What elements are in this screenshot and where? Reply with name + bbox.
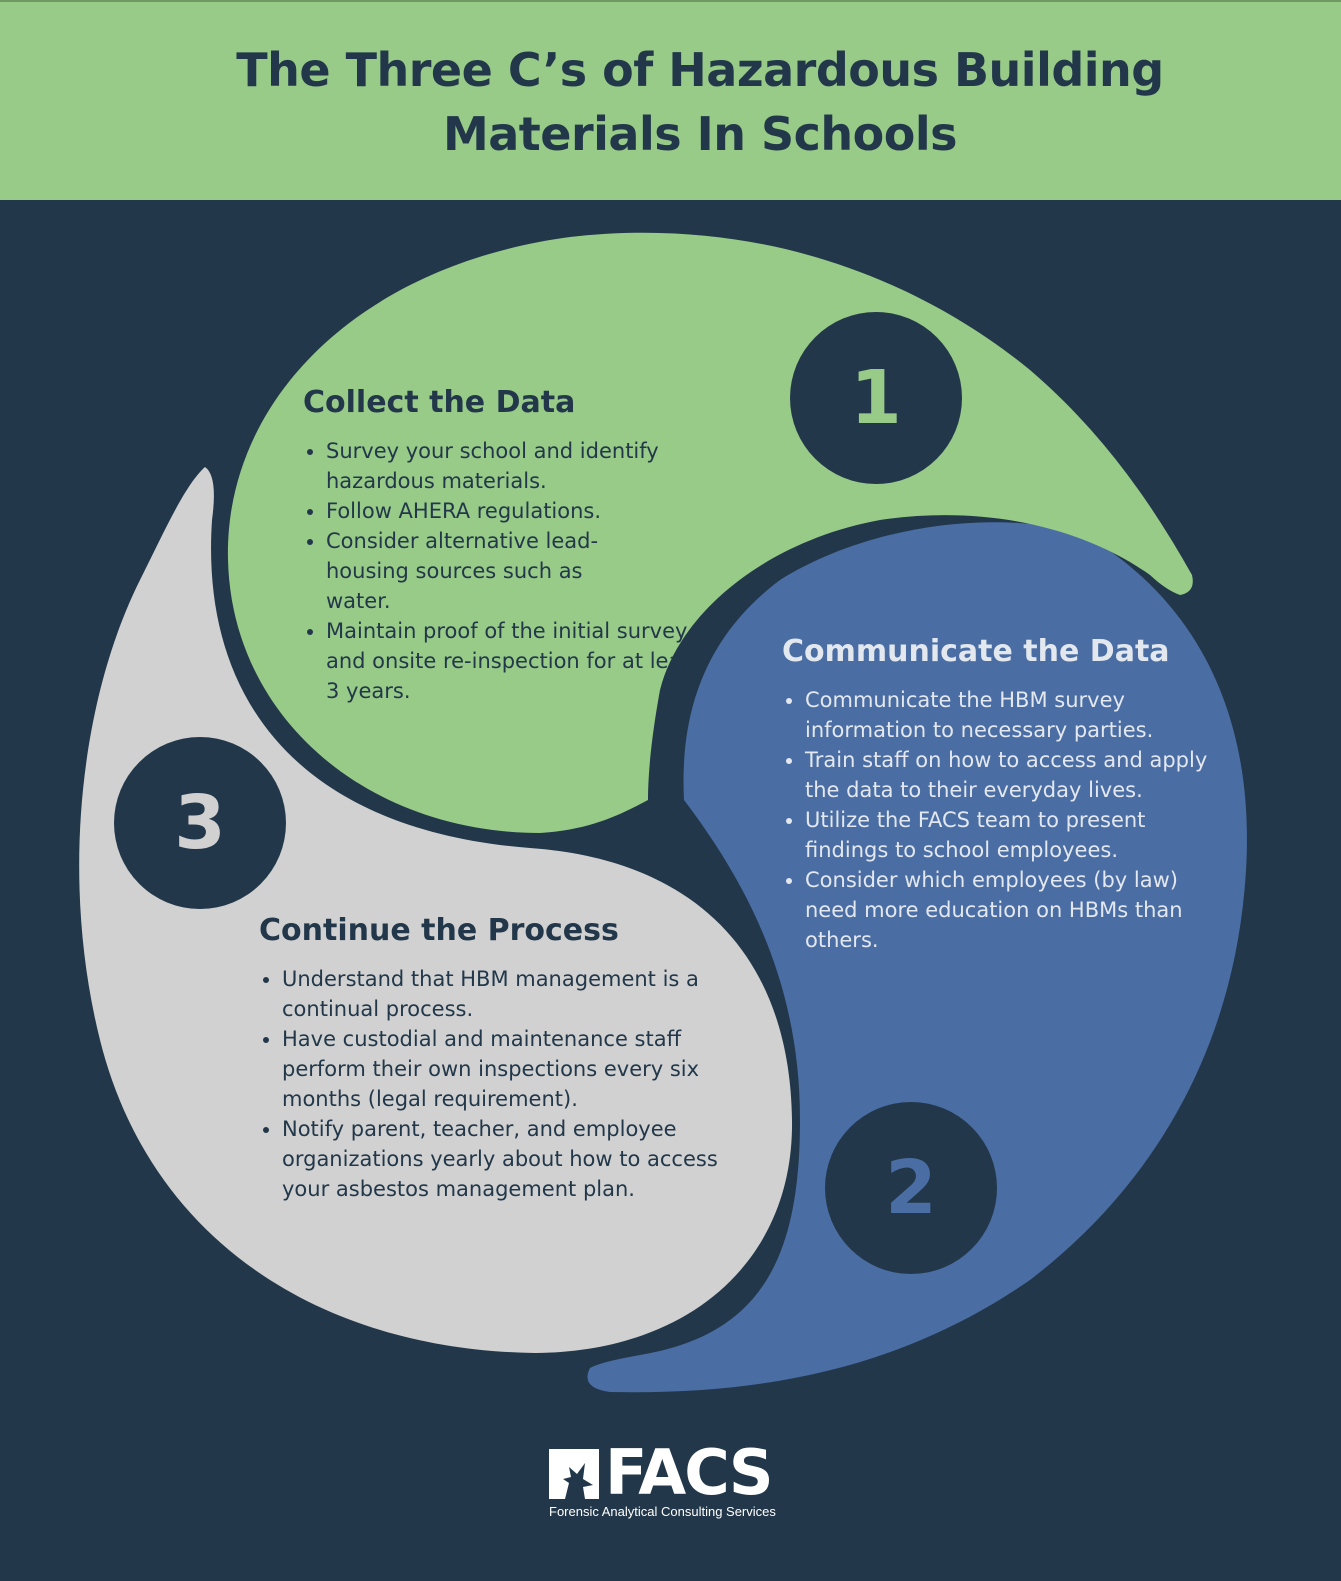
logo-tagline: Forensic Analytical Consulting Services <box>549 1504 776 1519</box>
list-item: • Have custodial and maintenance staff perform their own inspections every six months (legal requirement). <box>282 1024 739 1114</box>
step-heading: Communicate the Data <box>782 634 1170 669</box>
step-collect <box>303 384 703 706</box>
bullet-list <box>782 685 1227 955</box>
list-item: • Understand that HBM management is a continual process. <box>282 964 739 1024</box>
step-number-2: 2 <box>825 1102 997 1274</box>
list-item: • Follow AHERA regulations. <box>326 496 703 526</box>
step-heading: Collect the Data <box>303 385 576 420</box>
step-continue <box>259 912 739 1204</box>
step-heading: Continue the Process <box>259 913 619 948</box>
list-item: • Consider alternative lead-housing sources such as water. <box>326 526 703 616</box>
list-item: • Survey your school and identify hazardous materials. <box>326 436 703 496</box>
logo-wordmark: FACS <box>605 1436 772 1509</box>
logo-mark-icon <box>549 1449 599 1499</box>
list-item: • Maintain proof of the initial survey and onsite re-inspection for at least 3 years. <box>326 616 703 706</box>
page-title: The Three C’s of Hazardous Building Materials In Schools <box>236 43 1164 161</box>
list-item: • Utilize the FACS team to present findings to school employees. <box>805 805 1227 865</box>
list-item: • Consider which employees (by law) need more education on HBMs than others. <box>805 865 1227 955</box>
step-number-3: 3 <box>114 737 286 909</box>
list-item: • Communicate the HBM survey information to necessary parties. <box>805 685 1227 745</box>
step-number-1: 1 <box>790 312 962 484</box>
bullet-list <box>259 964 739 1204</box>
bullet-list <box>303 436 703 706</box>
list-item: • Train staff on how to access and apply the data to their everyday lives. <box>805 745 1227 805</box>
facs-logo <box>549 1436 789 1526</box>
list-item: • Notify parent, teacher, and employee organizations yearly about how to access your asbestos management plan. <box>282 1114 739 1204</box>
step-communicate <box>782 633 1227 955</box>
